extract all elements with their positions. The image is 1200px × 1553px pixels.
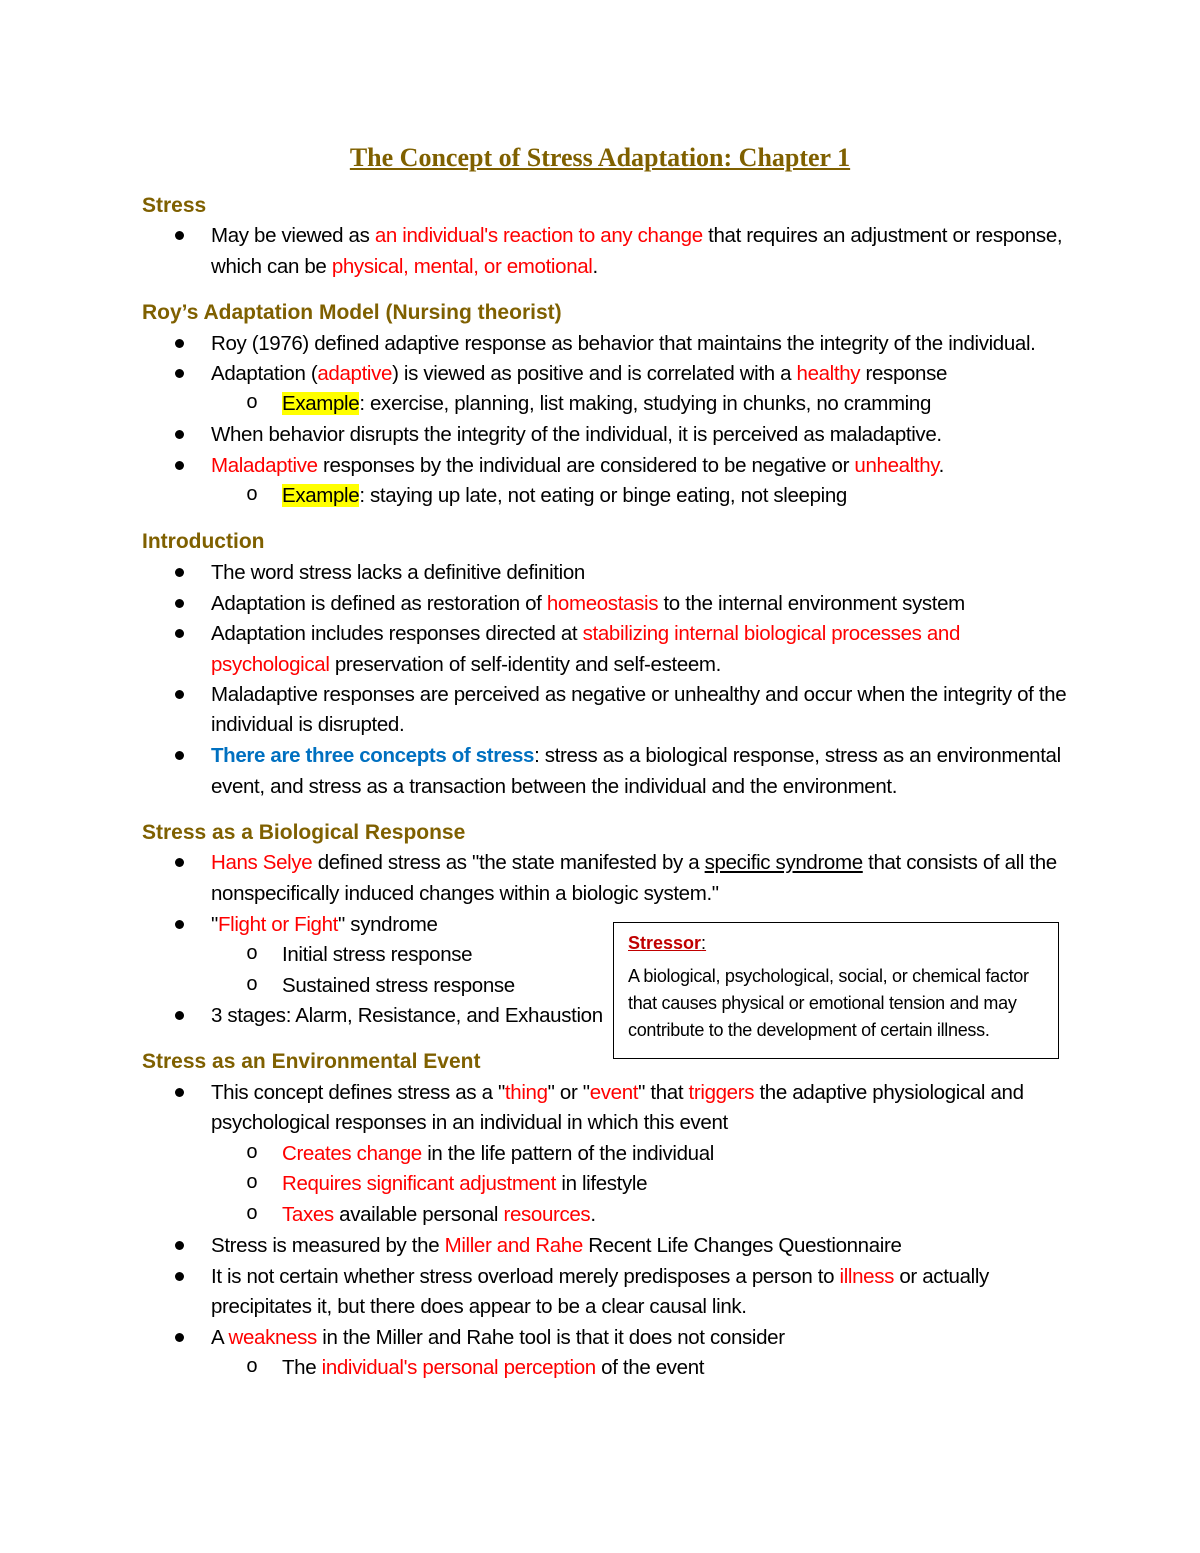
list-item-continued: precipitates it, but there does appear to be a clear causal link. (211, 1295, 747, 1318)
bullet-icon (174, 330, 188, 358)
sub-bullet-icon: o (246, 484, 259, 507)
list-item: Stress is measured by the Miller and Rahe Recent Life Changes Questionnaire (211, 1234, 902, 1257)
bullet-icon (174, 222, 188, 250)
bullet-icon (174, 620, 188, 648)
list-item: 3 stages: Alarm, Resistance, and Exhaustion (211, 1004, 603, 1027)
bullet-icon (174, 849, 188, 877)
section-heading-environmental: Stress as an Environmental Event (142, 1050, 481, 1073)
sub-bullet-icon: o (246, 943, 259, 966)
list-item: Adaptation is defined as restoration of homeostasis to the internal environment system (211, 592, 965, 615)
bullet-icon (174, 1263, 188, 1291)
section-heading-roy: Roy’s Adaptation Model (Nursing theorist) (142, 301, 562, 324)
sub-bullet-icon: o (246, 1203, 259, 1226)
section-heading-stress: Stress (142, 194, 207, 217)
list-item: Adaptation (adaptive) is viewed as positive and is correlated with a healthy response (211, 362, 948, 385)
bullet-icon (174, 1324, 188, 1352)
page-title: The Concept of Stress Adaptation: Chapter 1 (349, 143, 851, 172)
list-item: Maladaptive responses are perceived as negative or unhealthy and occur when the integrity of the (211, 683, 1067, 706)
sub-bullet-icon: o (246, 1142, 259, 1165)
sub-list-item: The individual's personal perception of the event (282, 1356, 705, 1379)
section-heading-introduction: Introduction (142, 530, 265, 553)
bullet-icon (174, 559, 188, 587)
list-item-continued: psychological responses in an individual in which this event (211, 1111, 728, 1134)
list-item: Roy (1976) defined adaptive response as behavior that maintains the integrity of the individual. (211, 332, 1036, 355)
sub-list-item: Example: staying up late, not eating or binge eating, not sleeping (282, 484, 847, 507)
list-item: This concept defines stress as a "thing" or "event" that triggers the adaptive physiological and (211, 1081, 1024, 1104)
bullet-icon (174, 421, 188, 449)
list-item: The word stress lacks a definitive definition (211, 561, 585, 584)
list-item-continued: which can be physical, mental, or emotional. (211, 255, 598, 278)
list-item: A weakness in the Miller and Rahe tool is that it does not consider (211, 1326, 785, 1349)
sub-list-item: Requires significant adjustment in lifestyle (282, 1172, 648, 1195)
list-item-continued: individual is disrupted. (211, 713, 405, 736)
list-item-continued: nonspecifically induced changes within a biologic system." (211, 882, 719, 905)
bullet-icon (174, 742, 188, 770)
sub-bullet-icon: o (246, 1172, 259, 1195)
section-heading-biological: Stress as a Biological Response (142, 821, 466, 844)
list-item: When behavior disrupts the integrity of the individual, it is perceived as maladaptive. (211, 423, 942, 446)
sub-bullet-icon: o (246, 392, 259, 415)
list-item: There are three concepts of stress: stress as a biological response, stress as an environmental (211, 744, 1061, 767)
list-item: It is not certain whether stress overload merely predisposes a person to illness or actually (211, 1265, 989, 1288)
sub-list-item: Example: exercise, planning, list making, studying in chunks, no cramming (282, 392, 931, 415)
stressor-definition-box (613, 922, 1059, 1059)
sub-bullet-icon: o (246, 974, 259, 997)
list-item: May be viewed as an individual's reaction to any change that requires an adjustment or response, (211, 224, 1063, 247)
stressor-box-text: A biological, psychological, social, or chemical factor (628, 966, 1029, 986)
list-item-continued: psychological preservation of self-identity and self-esteem. (211, 653, 721, 676)
stressor-box-title: Stressor: (628, 933, 707, 953)
bullet-icon (174, 590, 188, 618)
bullet-icon (174, 360, 188, 388)
bullet-icon (174, 681, 188, 709)
stressor-box-text: that causes physical or emotional tension and may (628, 993, 1017, 1013)
sub-list-item: Sustained stress response (282, 974, 515, 997)
list-item: "Flight or Fight" syndrome (211, 913, 438, 936)
sub-list-item: Taxes available personal resources. (282, 1203, 596, 1226)
sub-bullet-icon: o (246, 1356, 259, 1379)
bullet-icon (174, 1002, 188, 1030)
bullet-icon (174, 1079, 188, 1107)
sub-list-item: Initial stress response (282, 943, 473, 966)
bullet-icon (174, 1232, 188, 1260)
list-item: Adaptation includes responses directed at stabilizing internal biological processes and (211, 622, 961, 645)
sub-list-item: Creates change in the life pattern of the individual (282, 1142, 714, 1165)
list-item: Maladaptive responses by the individual are considered to be negative or unhealthy. (211, 454, 945, 477)
bullet-icon (174, 911, 188, 939)
list-item: Hans Selye defined stress as "the state manifested by a specific syndrome that consists of all the (211, 851, 1057, 874)
list-item-continued: event, and stress as a transaction between the individual and the environment. (211, 775, 898, 798)
bullet-icon (174, 452, 188, 480)
stressor-box-text: contribute to the development of certain illness. (628, 1020, 990, 1040)
